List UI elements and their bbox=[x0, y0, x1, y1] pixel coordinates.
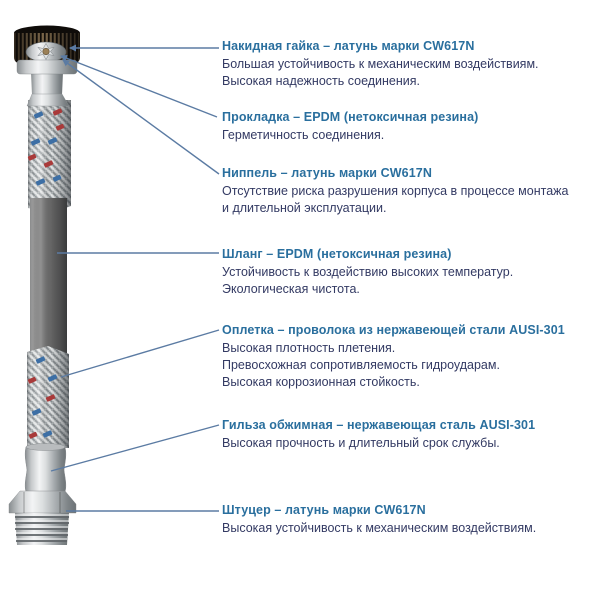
annotation-text: Высокая устойчивость к механическим воздействиям. bbox=[222, 521, 537, 535]
annotation-title: Гильза обжимная – нержавеющая сталь AUSI-301 bbox=[222, 418, 536, 432]
annotation-cap-nut bbox=[222, 38, 594, 90]
annotation-braid bbox=[222, 322, 594, 391]
annotation-text: Высокая плотность плетения. bbox=[222, 341, 396, 355]
annotation-hose bbox=[222, 246, 594, 298]
annotation-text: Устойчивость к воздействию высоких температур. bbox=[222, 265, 514, 279]
annotation-text: Отсутствие риска разрушения корпуса в процессе монтажа bbox=[222, 184, 569, 198]
annotation-sleeve bbox=[222, 417, 594, 452]
annotation-title: Штуцер – латунь марки CW617N bbox=[222, 503, 426, 517]
annotation-nipple bbox=[222, 165, 594, 217]
annotation-title: Ниппель – латунь марки CW617N bbox=[222, 166, 432, 180]
annotation-text: Герметичность соединения. bbox=[222, 128, 385, 142]
annotation-text: Высокая коррозионная стойкость. bbox=[222, 375, 420, 389]
annotation-title: Оплетка – проволока из нержавеющей стали AUSI-301 bbox=[222, 323, 565, 337]
annotation-text: Превосхожная сопротивляемость гидроударам. bbox=[222, 358, 500, 372]
annotation-text: Большая устойчивость к механическим воздействиям. bbox=[222, 57, 539, 71]
annotation-text: и длительной эксплуатации. bbox=[222, 201, 387, 215]
annotation-text: Высокая надежность соединения. bbox=[222, 74, 421, 88]
annotation-fitting bbox=[222, 502, 594, 537]
annotation-title: Прокладка – EPDM (нетоксичная резина) bbox=[222, 110, 479, 124]
annotation-gasket bbox=[222, 109, 594, 144]
annotation-text: Высокая прочность и длительный срок службы. bbox=[222, 436, 500, 450]
annotation-text: Экологическая чистота. bbox=[222, 282, 360, 296]
annotation-title: Накидная гайка – латунь марки CW617N bbox=[222, 39, 475, 53]
annotation-title: Шланг – EPDM (нетоксичная резина) bbox=[222, 247, 452, 261]
